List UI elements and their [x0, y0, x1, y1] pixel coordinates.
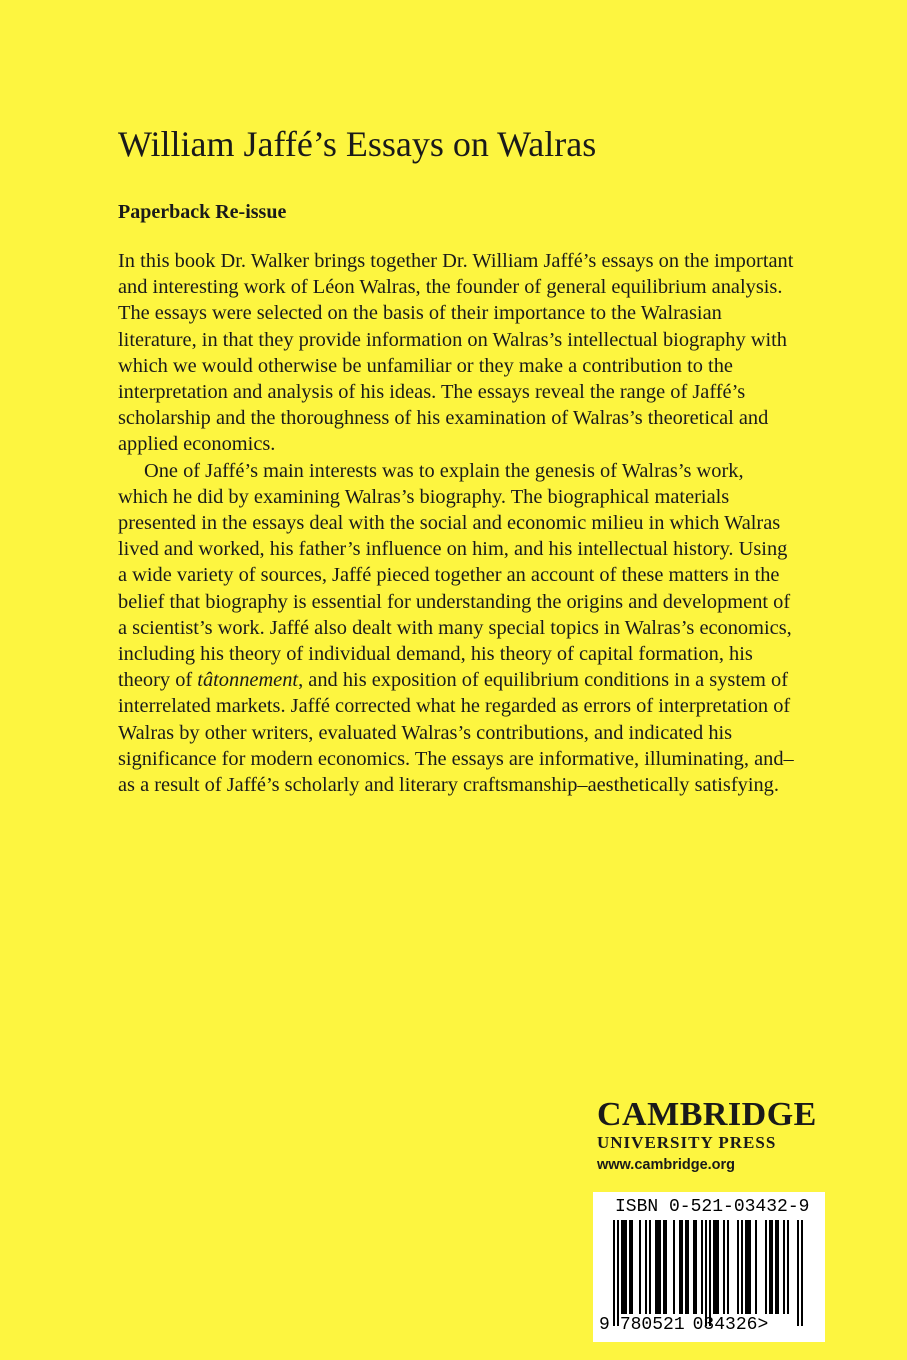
- barcode-bar: [749, 1220, 751, 1314]
- barcode-bar: [755, 1220, 757, 1314]
- barcode-panel: [593, 1192, 825, 1342]
- barcode-end-mark: >: [757, 1315, 769, 1335]
- barcode-bar: [665, 1220, 667, 1314]
- barcode-bar: [769, 1220, 771, 1314]
- barcode-bar: [681, 1220, 683, 1314]
- barcode-bar: [645, 1220, 647, 1314]
- barcode-bar: [623, 1220, 625, 1314]
- barcode-bar: [621, 1220, 623, 1314]
- barcode-bar: [659, 1220, 661, 1314]
- barcode-bar: [685, 1220, 687, 1314]
- barcode-bar: [657, 1220, 659, 1314]
- barcode-bar: [617, 1220, 619, 1326]
- barcode-bar: [705, 1220, 707, 1326]
- barcode-digits: [599, 1314, 821, 1336]
- edition-label: Paperback Re-issue: [118, 201, 287, 223]
- barcode-bar: [673, 1220, 675, 1314]
- blurb-paragraph-2-start: One of Jaffé’s main interests was to explain the genesis of Walras’s work, which he did by examining Walras’s biography. The biographical materials presented in the essays deal with the social and economic milieu in which Walras lived and worked, his father’s influence on him, and his intellectual history. Using a wide variety of sources, Jaffé pieced together an account of these matters in the belief that biography is essential for understanding the origins and development of a scientist’s work. Jaffé also dealt with many special topics in Walras’s economics, including his theory of individual demand, his theory of capital formation, his theory of: [118, 459, 792, 692]
- barcode-bar: [715, 1220, 717, 1314]
- barcode-bar: [783, 1220, 785, 1314]
- barcode-bar: [797, 1220, 799, 1326]
- barcode-bar: [765, 1220, 767, 1314]
- barcode-bar: [745, 1220, 747, 1314]
- barcode-bar: [737, 1220, 739, 1314]
- barcode-bar: [695, 1220, 697, 1314]
- barcode-bar: [649, 1220, 651, 1314]
- barcode-bar: [713, 1220, 715, 1314]
- barcode-bar: [741, 1220, 743, 1314]
- barcode-bar: [777, 1220, 779, 1314]
- barcode-bar: [747, 1220, 749, 1314]
- barcode-left-group: 780521: [619, 1315, 685, 1335]
- barcode-first-digit: 9: [599, 1315, 610, 1335]
- blurb-paragraph-1: In this book Dr. Walker brings together Dr. William Jaffé’s essays on the important and interesting work of Léon Walras, the founder of general equilibrium analysis. The essays were selected on the basis of their importance to the Walrasian literature, in that they provide information on Walras’s intellectual biography with which we would otherwise be unfamiliar or they make a contribution to the interpretation and analysis of his ideas. The essays reveal the range of Jaffé’s scholarship and the thoroughness of his examination of Walras’s theoretical and applied economics.: [118, 250, 794, 456]
- publisher-logo: [597, 1098, 827, 1176]
- barcode-bar: [709, 1220, 711, 1326]
- barcode-bar: [679, 1220, 681, 1314]
- blurb-paragraph-2-end: , and his exposition of equilibrium conditions in a system of interrelated markets. Jaffé corrected what he regarded as errors of interpretation of Walras by other writers, evaluated Walras’s contributions, and indicated his significance for modern economics. The essays are informative, illuminating, and–as a result of Jaffé’s scholarly and literary craftsmanship–aesthetically satisfying.: [118, 669, 794, 797]
- publisher-name: CAMBRIDGE: [597, 1096, 817, 1133]
- barcode-bar: [663, 1220, 665, 1314]
- publisher-url: www.cambridge.org: [597, 1157, 736, 1173]
- barcode-bar: [639, 1220, 641, 1314]
- barcode-bar: [693, 1220, 695, 1314]
- isbn-label: ISBN 0-521-03432-9: [615, 1197, 810, 1217]
- barcode-bar: [775, 1220, 777, 1314]
- barcode-right-group: 034326: [692, 1315, 758, 1335]
- barcode-bar: [629, 1220, 631, 1314]
- barcode-bar: [771, 1220, 773, 1314]
- barcode-bar: [613, 1220, 615, 1326]
- barcode-bar: [723, 1220, 725, 1314]
- barcode-bar: [655, 1220, 657, 1314]
- book-title: William Jaffé’s Essays on Walras: [118, 124, 597, 164]
- barcode-bar: [687, 1220, 689, 1314]
- barcode-bar: [625, 1220, 627, 1314]
- blurb-paragraph-2: [118, 458, 798, 799]
- blurb: [118, 248, 798, 798]
- barcode-bar: [801, 1220, 803, 1326]
- publisher-subname: UNIVERSITY PRESS: [597, 1133, 777, 1152]
- barcode-bar: [717, 1220, 719, 1314]
- barcode-bar: [787, 1220, 789, 1314]
- blurb-italic-term: tâtonnement: [197, 669, 299, 692]
- barcode-bar: [727, 1220, 729, 1314]
- barcode-bar: [631, 1220, 633, 1314]
- barcode-bar: [701, 1220, 703, 1314]
